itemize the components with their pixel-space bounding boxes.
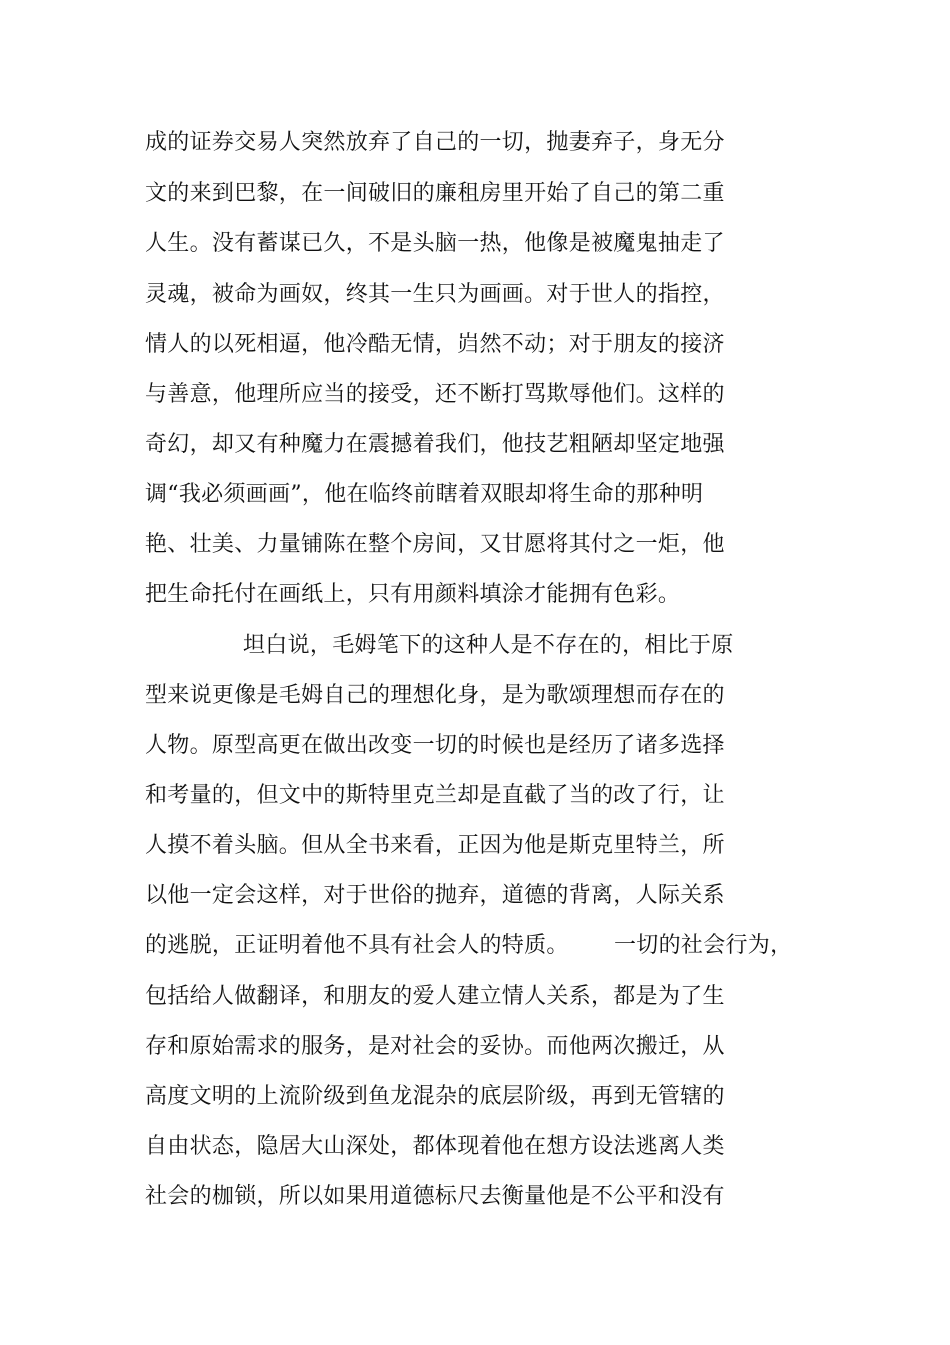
- text-line-15: 人摸不着头脑。但从全书来看，正因为他是斯克里特兰，所: [145, 833, 725, 858]
- text-line-14: 和考量的，但文中的斯特里克兰却是直截了当的改了行，让: [145, 783, 725, 808]
- text-line-6: 与善意，他理所应当的接受，还不断打骂欺辱他们。这样的: [145, 382, 725, 407]
- text-line-13: 人物。原型高更在做出改变一切的时候也是经历了诸多选择: [145, 733, 725, 758]
- text-line-17-continuation: 一切的社会行为，: [614, 933, 793, 958]
- text-line-3: 人生。没有蓄谋已久，不是头脑一热，他像是被魔鬼抽走了: [145, 231, 725, 256]
- text-line-21: 自由状态，隐居大山深处，都体现着他在想方设法逃离人类: [145, 1134, 725, 1159]
- text-line-19: 存和原始需求的服务，是对社会的妥协。而他两次搬迁，从: [145, 1034, 725, 1059]
- paragraph-start-line: 坦白说，毛姆笔下的这种人是不存在的，相比于原: [243, 633, 734, 658]
- text-line-4: 灵魂，被命为画奴，终其一生只为画画。对于世人的指控，: [145, 282, 725, 307]
- text-line-20: 高度文明的上流阶级到鱼龙混杂的底层阶级，再到无管辖的: [145, 1084, 725, 1109]
- text-line-8: 调“我必须画画”，他在临终前瞎着双眼却将生命的那种明: [145, 482, 704, 507]
- text-line-5: 情人的以死相逼，他冷酷无情，岿然不动；对于朋友的接济: [145, 332, 725, 357]
- text-line-12: 型来说更像是毛姆自己的理想化身，是为歌颂理想而存在的: [145, 683, 725, 708]
- text-line-9: 艳、壮美、力量铺陈在整个房间，又甘愿将其付之一炬，他: [145, 532, 725, 557]
- text-line-7: 奇幻，却又有种魔力在震撼着我们，他技艺粗陋却坚定地强: [145, 432, 725, 457]
- text-line-17: 的逃脱，正证明着他不具有社会人的特质。: [145, 933, 569, 958]
- text-line-22: 社会的枷锁，所以如果用道德标尺去衡量他是不公平和没有: [145, 1184, 725, 1209]
- text-line-18: 包括给人做翻译，和朋友的爱人建立情人关系，都是为了生: [145, 984, 725, 1009]
- text-line-10: 把生命托付在画纸上，只有用颜料填涂才能拥有色彩。: [145, 582, 681, 607]
- text-line-16: 以他一定会这样，对于世俗的抛弃，道德的背离，人际关系: [145, 883, 725, 908]
- text-line-1: 成的证券交易人突然放弃了自己的一切，抛妻弃子，身无分: [145, 130, 725, 155]
- text-line-2: 文的来到巴黎，在一间破旧的廉租房里开始了自己的第二重: [145, 181, 725, 206]
